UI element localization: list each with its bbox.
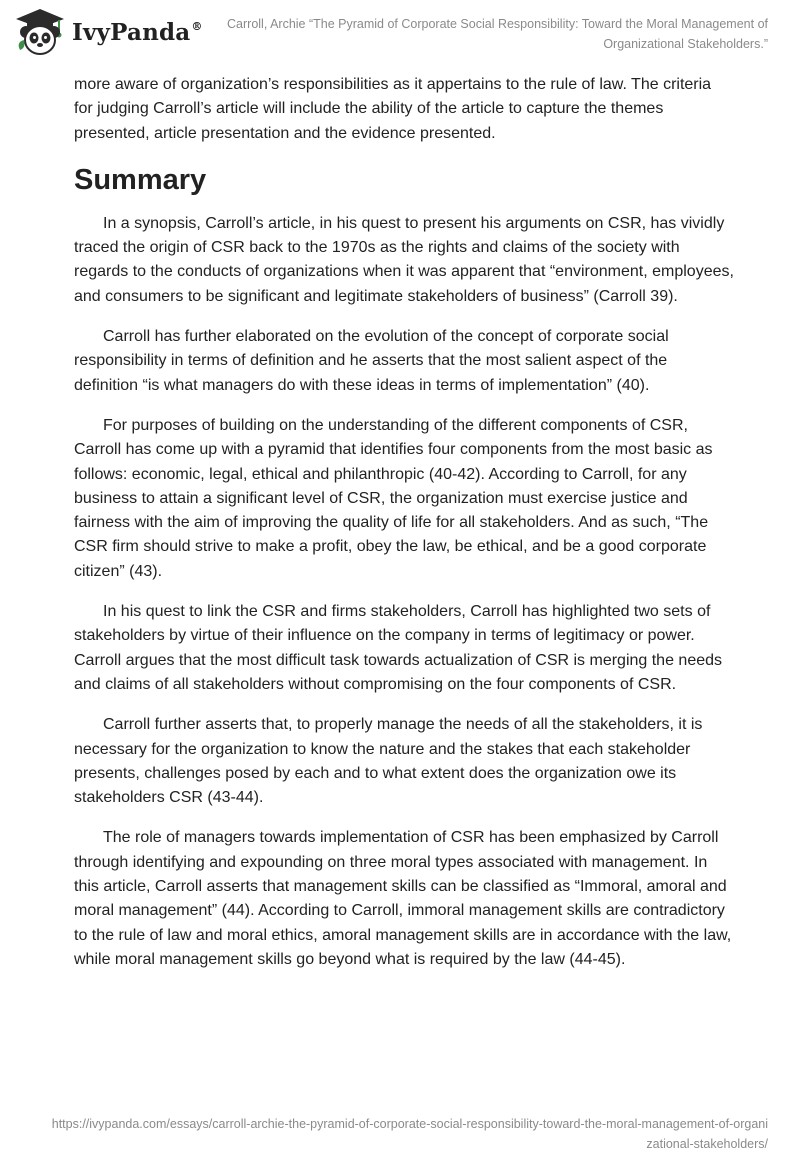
essay-content (74, 73, 734, 988)
paragraph-3: For purposes of building on the understanding of the different components of CSR, Carroll has come up with a pyramid that identifies four components from the most basic as follows: economic, legal, ethical and philanthropic (40-42). According to Carroll, for any business to attain a significant level of CSR, the organization must exercise justice and fairness with the aim of improving the quality of life for all stakeholders. And as such, “The CSR firm should strive to make a profit, obey the law, be ethical, and be a good corporate citizen” (43). (74, 416, 713, 580)
paragraph-5: Carroll further asserts that, to properly manage the needs of all the stakeholders, it is necessary for the organization to know the nature and the stakes that each stakeholder presents, challenges posed by each and to what extent does the organization owe its stakeholders CSR (43-44). (74, 716, 703, 807)
paragraph-2: Carroll has further elaborated on the evolution of the concept of corporate social responsibility in terms of definition and he asserts that the most salient aspect of the definition “is what managers do with these ideas in terms of implementation” (40). (74, 328, 669, 394)
brand-name (72, 19, 203, 46)
paragraph-4: In his quest to link the CSR and firms stakeholders, Carroll has highlighted two sets of stakeholders by virtue of their influence on the company in terms of legitimacy or power. Carroll argues that the most difficult task towards actualization of CSR is merging the needs and claims of all stakeholders without compromising on the four components of CSR. (74, 603, 723, 693)
ivypanda-logo[interactable] (14, 6, 203, 58)
registered-mark: ® (191, 19, 203, 33)
paragraph-6: The role of managers towards implementation of CSR has been emphasized by Carroll through identifying and expounding on three moral types associated with management. In this article, Carroll asserts that management skills can be classified as “Immoral, amoral and moral management” (44). According to Carroll, immoral management skills are contradictory to the rule of law and moral ethics, amoral management skills are in accordance with the law, while moral management skills go beyond what is required by the law (44-45). (74, 829, 732, 968)
panda-graduate-icon (14, 6, 66, 58)
page-header (0, 0, 800, 64)
paragraph-1: In a synopsis, Carroll’s article, in his quest to present his arguments on CSR, has vividly traced the origin of CSR back to the 1970s as the rights and claims of the society with regards to the conducts of organizations when it was apparent that “environment, employees, and consumers to be significant and legitimate stakeholders of business” (Carroll 39). (74, 214, 734, 305)
section-heading-summary: Summary (74, 163, 207, 196)
source-url[interactable]: https://ivypanda.com/essays/carroll-archie-the-pyramid-of-corporate-social-responsibility-toward-the-moral-management-of-organizational-stakeholders/ (51, 1117, 768, 1151)
brand-text: IvyPanda (72, 18, 191, 46)
intro-paragraph: more aware of organization’s responsibilities as it appertains to the rule of law. The criteria for judging Carroll’s article will include the ability of the article to capture the themes presented, article presentation and the evidence presented. (74, 76, 712, 142)
citation-header: Carroll, Archie “The Pyramid of Corporate Social Responsibility: Toward the Moral Management of Organizational Stakeholders.” (227, 17, 768, 51)
